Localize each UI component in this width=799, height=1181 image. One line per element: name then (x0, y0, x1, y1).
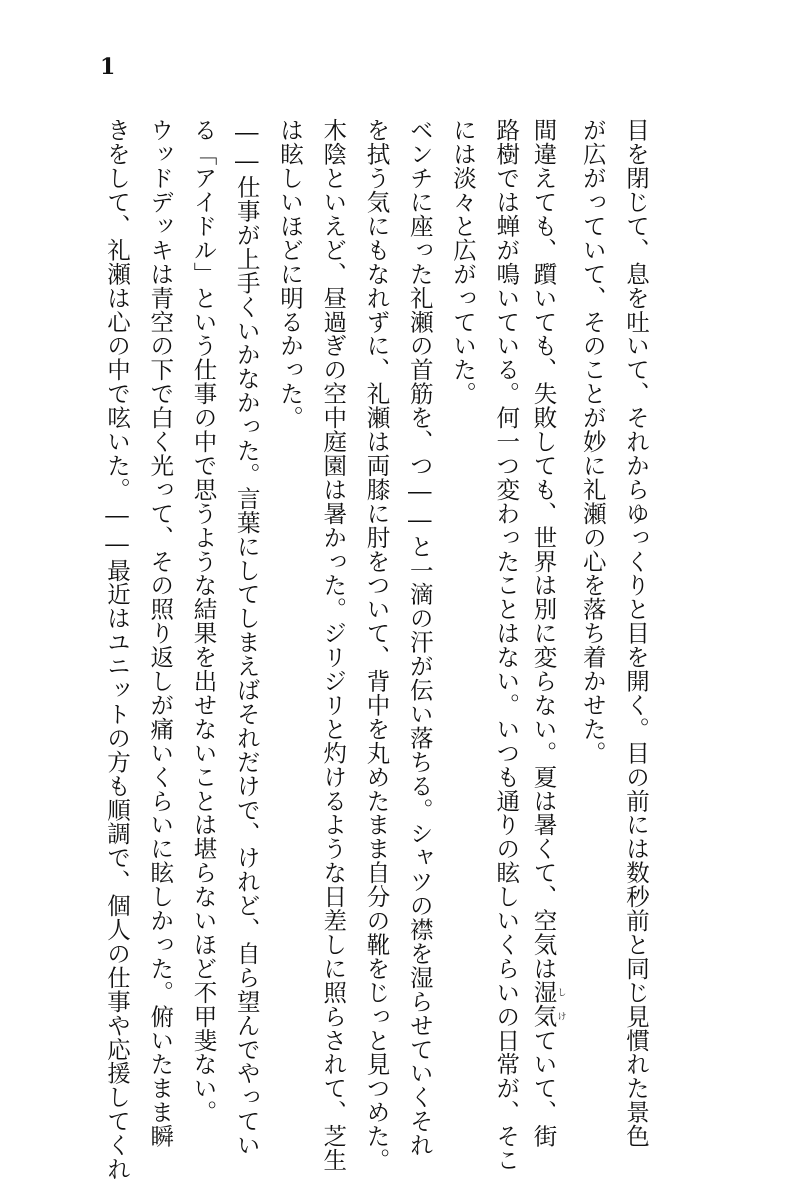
furigana-ruby: 湿気しけ (529, 980, 566, 1029)
text-column-7: を拭う気にもなれずに、礼瀬は両膝に肘をついて、背中を丸めたまま自分の靴をじっと見つめた。 (362, 118, 391, 1172)
text-column-10: ――仕事が上手くいかなかった。言葉にしてしまえばそれだけで、けれど、自ら望んでやってい (232, 118, 261, 1157)
text-column-8: 木陰といえど、昼過ぎの空中庭園は暑かった。ジリジリと灼けるような日差しに照らされて、芝生 (319, 118, 348, 1172)
text-column-11: る「アイドル」という仕事の中で思うような結果を出せないことは堪らないほど不甲斐ない。 (189, 118, 218, 1124)
text-column-3: 間違えても、躓いても、失敗しても、世界は別に変らない。夏は暑くて、空気は湿気しけていて、街 (529, 118, 566, 1148)
page-number: 1 (100, 54, 116, 80)
text-column-9: は眩しいほどに明るかった。 (276, 118, 304, 430)
text-column-5: には淡々と広がっていた。 (449, 118, 477, 406)
body-text (100, 118, 652, 1181)
text-column-1: 目を閉じて、息を吐いて、それからゆっくりと目を開く。目の前には数秒前と同じ見慣れた景色 (622, 118, 650, 1148)
text-column-4: 路樹では蝉が鳴いている。何一つ変わったことはない。いつも通りの眩しいくらいの日常が、そこ (492, 118, 521, 1172)
text-column-6: ベンチに座った礼瀬の首筋を、つ――と一滴の汗が伝い落ちる。シャツの襟を湿らせていくそれ (405, 118, 434, 1157)
text-column-13: きをして、礼瀬は心の中で呟いた。――最近はユニットの方も順調で、個人の仕事や応援してくれ (103, 118, 131, 1181)
text-column-2: が広がっていて、そのことが妙に礼瀬の心を落ち着かせた。 (578, 118, 607, 765)
text-column-12: ウッドデッキは青空の下で白く光って、その照り返しが痛いくらいに眩しかった。俯いたまま瞬 (146, 118, 175, 1148)
furigana-reading: しけ (555, 980, 566, 1029)
